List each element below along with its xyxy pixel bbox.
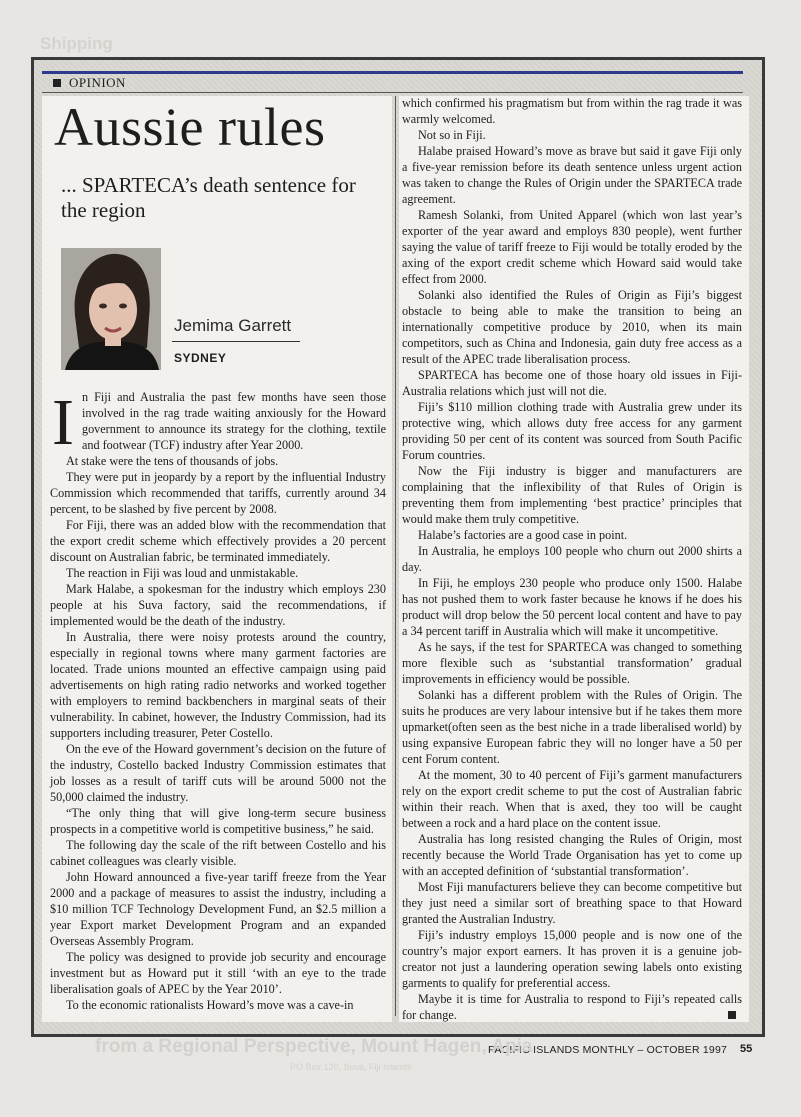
paragraph: In Australia, he employs 100 people who churn out 2000 shirts a day. xyxy=(402,544,742,574)
page-number: 55 xyxy=(740,1043,753,1055)
paragraph: Fiji’s $110 million clothing trade with Australia grew under its protective wing, which allows duty free access for any garment providing 50 per cent of its content was sourced from South Pacific Forum countries. xyxy=(402,400,742,462)
background-bleed-text: from a Regional Perspective, Mount Hagen, Apia xyxy=(95,1036,533,1057)
paragraph: The reaction in Fiji was loud and unmistakable. xyxy=(66,566,299,580)
paragraph: Halabe’s factories are a good case in point. xyxy=(418,528,628,542)
paragraph: Halabe praised Howard’s move as brave but said it gave Fiji only a five-year remission before its death sentence unless urgent action was taken to change the Rules of Origin under the SPARTECA trade agreement. xyxy=(402,144,742,206)
paragraph: At the moment, 30 to 40 percent of Fiji’s garment manufacturers rely on the export credit scheme to put the cost of Australian fabric within their reach. When that is axed, they too will be caught between a rock and a hard place on the content issue. xyxy=(402,768,742,830)
paragraph: SPARTECA has become one of those hoary old issues in Fiji-Australia relations which just will not die. xyxy=(402,368,742,398)
paragraph: “The only thing that will give long-term secure business prospects in a competitive world is competitive business,” he said. xyxy=(50,806,386,836)
section-header xyxy=(53,75,126,91)
paragraph: Mark Halabe, a spokesman for the industry which employs 230 people at his Suva factory, said the recommendations, if implemented would be the death of the industry. xyxy=(50,582,386,628)
article-column-right xyxy=(402,95,742,1023)
byline-rule xyxy=(172,341,300,342)
header-rule-blue xyxy=(42,71,743,74)
lead-paragraph xyxy=(50,386,386,459)
paragraph: John Howard announced a five-year tariff freeze from the Year 2000 and a package of measures to assist the industry, including a $10 million TCF Technology Development Fund, an $2.5 million a year Export market Development Program and an expanded Overseas Assembly Program. xyxy=(50,870,386,948)
paragraph: For Fiji, there was an added blow with the recommendation that the export credit scheme which effectively provides a 20 percent discount on Australian fabric, be terminated immediately. xyxy=(50,518,386,564)
section-label: OPINION xyxy=(69,75,126,90)
paragraph: The following day the scale of the rift between Costello and his cabinet colleagues was clearly visible. xyxy=(50,838,386,868)
paragraph: To the economic rationalists Howard’s move was a cave-in xyxy=(66,998,354,1012)
end-mark-icon xyxy=(728,1011,736,1019)
paragraph: In Australia, there were noisy protests around the country, especially in regional towns where many garment factories are located. Trade unions mounted an effective campaign using paid advertisements on high rating radio networks and worked together with employers to remind backbenchers in marginal seats of their vulnerability. In cabinet, however, the Industry Commission, had its supporters including treasurer, Peter Costello. xyxy=(50,630,386,740)
paragraph: Australia has long resisted changing the Rules of Origin, most recently because the World Trade Organisation has yet to come up with an accepted definition of ‘substantial transformation’. xyxy=(402,832,742,878)
portrait-illustration xyxy=(61,248,161,370)
paragraph: The policy was designed to provide job security and encourage investment but as Howard put it still ‘with an eye to the trade liberalisation goals of APEC by the Year 2010’. xyxy=(50,950,386,996)
headline: Aussie rules xyxy=(54,97,326,157)
background-bleed-text: Shipping xyxy=(40,34,113,53)
publication-footer: PACIFIC ISLANDS MONTHLY – OCTOBER 1997 xyxy=(488,1044,728,1056)
column-divider xyxy=(395,96,396,1016)
paragraph: At stake were the tens of thousands of jobs. xyxy=(66,454,279,468)
paragraph: As he says, if the test for SPARTECA was changed to something more flexible such as ‘substantial transformation’ gradual improvements in efficiency would be possible. xyxy=(402,640,742,686)
author-name: Jemima Garrett xyxy=(174,316,292,335)
paragraph: They were put in jeopardy by a report by the influential Industry Commission which recommended that tariffs, currently around 34 percent, to be slashed by five percent by 2008. xyxy=(50,470,386,516)
header-rule xyxy=(42,92,743,93)
paragraph: Ramesh Solanki, from United Apparel (which won last year’s exporter of the year award and employs 830 people), went further saying the value of tariff freeze to Fiji would be totally eroded by the axing of the export credit scheme which Howard said would take effect from 2000. xyxy=(402,208,742,286)
final-paragraph xyxy=(402,991,742,1023)
article-column-left xyxy=(50,386,386,1013)
background-bleed-text: PO Box 120, Suva, Fiji Islands xyxy=(290,1062,412,1072)
drop-cap: I xyxy=(52,386,74,459)
paragraph: Solanki also identified the Rules of Origin as Fiji’s biggest obstacle to being able to make the transition to being an internationally competitive produce by 2010, when its main competitors, such as China and Indonesia, gain duty free access as a result of the APEC trade liberalisation process. xyxy=(402,288,742,366)
subtitle: ... SPARTECA’s death sentence for the region xyxy=(61,173,356,222)
continued-paragraph: which confirmed his pragmatism but from within the rag trade it was warmly welcomed. xyxy=(402,96,742,126)
bullet-square-icon xyxy=(53,79,61,87)
paragraph: Not so in Fiji. xyxy=(418,128,486,142)
paragraph: Most Fiji manufacturers believe they can become competitive but they just need a similar sort of breathing space to that Howard granted the Australian Industry. xyxy=(402,880,742,926)
paragraph: Solanki has a different problem with the Rules of Origin. The suits he produces are very labour intensive but if he takes them more upmarket(often seen as the best niche in a trade liberalised world) by using expansive European fabric they will no longer have a 50 per cent Forum content. xyxy=(402,688,742,766)
lead-text: n Fiji and Australia the past few months have seen those involved in the rag trade waiting anxiously for the Howard government to announce its strategy for the clothing, textile and footwear (TCF) industry after Year 2000. xyxy=(81,390,386,452)
paragraph: On the eve of the Howard government’s decision on the future of the industry, Costello backed Industry Commission estimates that job losses as a result of tariff cuts will be around 5000 not the 50,000 claimed the industry. xyxy=(50,742,386,804)
paragraph: Now the Fiji industry is bigger and manufacturers are complaining that the inflexibility of that Rules of Origin is preventing them from implementing ‘best practice’ principles that would make them truly competitive. xyxy=(402,464,742,526)
paragraph: Fiji’s industry employs 15,000 people and is now one of the country’s major export earners. It has proven it is a genuine job-creator not just a laundering operation sewing labels onto existing garments to qualify for preferential access. xyxy=(402,928,742,990)
author-photo xyxy=(61,248,161,370)
dateline: SYDNEY xyxy=(174,351,227,365)
paragraph: In Fiji, he employs 230 people who produce only 1500. Halabe has not pushed them to work faster because he knows if he does his product will drop below the 50 percent local content and have to pay a 34 percent tariff in Australia which will make it uncompetitive. xyxy=(402,576,742,638)
final-paragraph-text: Maybe it is time for Australia to respond to Fiji’s repeated calls for change. xyxy=(402,992,742,1022)
